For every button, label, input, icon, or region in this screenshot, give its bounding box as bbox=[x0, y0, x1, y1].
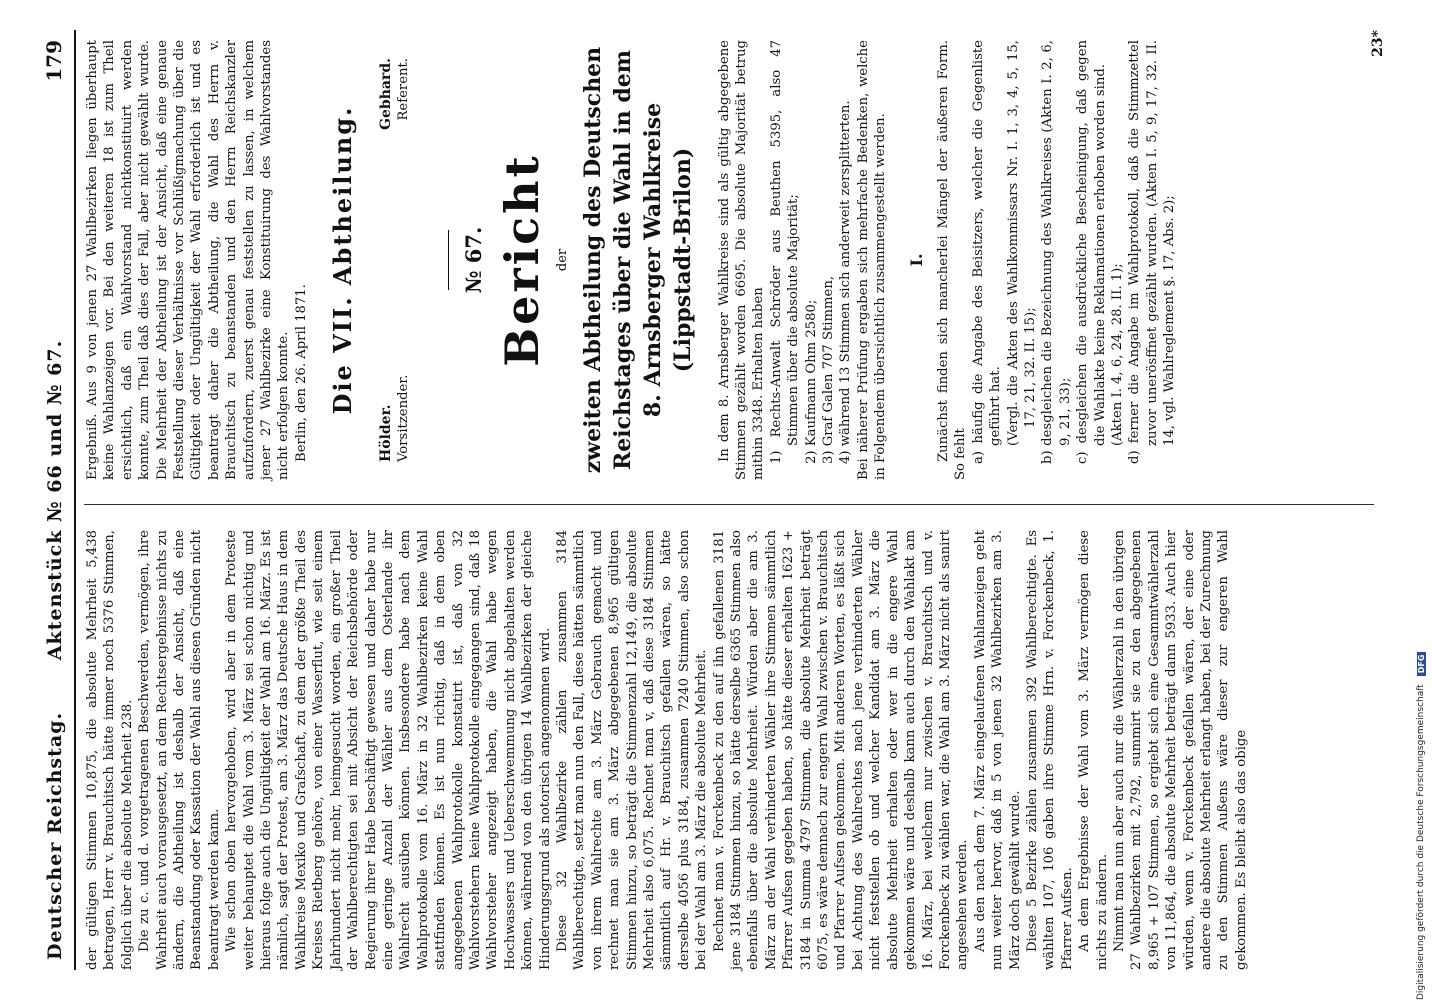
digitization-note: Digitalisierung gefördert durch die Deutsche Forschungsgemeinschaft bbox=[1416, 684, 1426, 1000]
defect-reference: (Akten I. 4, 6, 24, 28. II. 1); bbox=[1110, 263, 1126, 446]
paragraph: Diese 5 Bezirke zählen zusammen 392 Wahlberechtigte. Es wählten 107, 106 gaben ihre Stimme Hrn. v. Forckenbeck, 1. Pfarrer Aufsen. bbox=[1024, 530, 1075, 970]
title-connector: der bbox=[555, 248, 571, 272]
defect-item: a) häufig die Angabe des Beisitzers, welcher die Gegenliste geführt hat. bbox=[970, 40, 1004, 464]
signature-mark: 23* bbox=[1370, 30, 1386, 57]
paragraph: Rechnet man v. Forckenbeck zu den auf ihn gefallenen 3181 jene 3184 Stimmen hinzu, so hätte derselbe 6365 Stimmen also ebenfalls über die absolute Mehrheit. Würden aber die am 3. März an der Wahl verhinderten Wähler ihre Stimmen sämmtlich Pfarrer Aufsen gegeben haben, so hätte dieser erhalten 1623 + 3184 in Summa 4797 Stimmen, die absolute Mehrheit beträgt 6075, es wäre demnach zur engern Wahl zwischen v. Brauchitsch und Pfarrer Aufsen gekommen. Mit anderen Worten, es läßt sich bei Achtung des Wahlrechtes nach jene verhinderten Wähler nicht feststellen ob und welcher Kandidat am 3. März die absolute Mehrheit erhalten oder wer in die engere Wahl gekommen wäre und deshalb kann auch durch den Wahlakt am 16. März, bei welchem nur zwischen v. Brauchitsch und v. Forckenbeck zu wählen war, die Wahl am 3. März nicht als sanirt angesehen werden. bbox=[711, 530, 971, 970]
paragraph: Zunächst finden sich mancherlei Mängel der äußeren Form. So fehlt bbox=[935, 40, 969, 480]
paragraph: Aus den nach dem 7. März eingelaufenen Wahlanzeigen geht nun weiter hervor, daß in 5 von jenen 32 Wahlbezirken am 3. März doch gewählt wurde. bbox=[972, 530, 1023, 970]
dfg-logo: DFG bbox=[1417, 652, 1426, 677]
referent-role: Referent. bbox=[396, 58, 412, 121]
defect-item: c) desgleichen die ausdrückliche Bescheinigung, daß gegen die Wahlakte keine Reklamationen erhoben worden sind. bbox=[1075, 40, 1108, 464]
roman-heading: I. bbox=[906, 253, 926, 267]
left-column bbox=[84, 530, 1250, 970]
paragraph: Bei näherer Prüfung ergaben sich mehrfache Bedenken, welche in Folgendem übersichtlich zusammengestellt werden. bbox=[855, 40, 889, 480]
report-title: Bericht bbox=[495, 153, 550, 367]
defect-item: b) desgleichen die Bezeichnung des Wahlkreises (Akten I. 2, 6, 9, 21, 33); bbox=[1040, 40, 1073, 464]
result-item: 2) Kaufmann Ohm 2580; bbox=[803, 299, 819, 464]
paragraph: An dem Ergebnisse der Wahl vom 3. März vermögen diese nichts zu ändern. bbox=[1077, 530, 1110, 970]
section-title: Die VII. Abtheilung. bbox=[328, 105, 358, 415]
column-divider bbox=[84, 504, 1374, 505]
right-column bbox=[84, 40, 1179, 480]
signature-right bbox=[378, 58, 413, 130]
paragraph: Die zu c. und d. vorgetragenen Beschwerden, vermögen, ihre Wahrheit auch vorausgesetzt, an dem Rechtsergebnisse nichts zu ändern, die Abtheilung ist deshalb der Ansicht, daß eine Beanstandung oder Kassation der Wahl aus diesen Gründen nicht beantragt werden kann. bbox=[137, 530, 222, 970]
signature-left bbox=[378, 375, 413, 462]
result-item: 1) Rechts-Anwalt Schröder aus Beuthen 5395, also 47 Stimmen über die absolute Majorität; bbox=[768, 40, 802, 464]
paragraph: der gültigen Stimmen 10,875, die absolute Mehrheit 5,438 betragen, Herr v. Brauchitsch hätte immer noch 5376 Stimmen, folglich über die absolute Mehrheit 238. bbox=[85, 530, 135, 970]
digitization-credit bbox=[1412, 0, 1430, 1000]
paragraph: Diese 32 Wahlbezirke zählen zusammen 3184 Wahlberechtigte, setzt man nun den Fall, diese hätten sämmtlich von ihrem Wahlrechte am 3. März Gebrauch gemacht und rechnet man sie am 3. März abgegebenen 8,965 gültigen Stimmen hinzu, so beträgt die Stimmenzahl 12,149, die absolute Mehrheit also 6,075. Rechnet man v, daß diese 3184 Stimmen sämmtlich auf Hr. v. Brauchitsch gefallen wären, so hätte derselbe 4056 plus 3184, zusammen 7240 Stimmen, also schon bei der Wahl am 3. März die absolute Mehrheit. bbox=[554, 530, 710, 970]
header-center: Aktenstück № 66 und № 67. bbox=[44, 339, 66, 661]
paragraph: Ergebniß. Aus 9 von jenen 27 Wahlbezirken liegen überhaupt keine Wahlanzeigen vor. Bei den weiteren 18 ist zum Theil ersichtlich, daß ein Wahlvorstand nichtkonstituirt werden konnte, zum Theil daß dies der Fall, aber nicht gewählt wurde. Die Mehrheit der Abtheilung ist der Ansicht, daß eine genaue Feststellung dieser Verhältnisse vor Schlüßigmachung über die Gültigkeit oder Ungültigkeit der Wahl erforderlich ist und es beantragt daher die Abtheilung, die Wahl des Herrn v. Brauchitsch zu beanstanden und den Herrn Reichskanzler aufzufordern, zuerst genau feststellen zu lassen, in welchem jener 27 Wahlbezirke eine Konstituirung des Wahlvorstandes nicht erfolgen konnte. bbox=[85, 40, 292, 480]
paragraph: In dem 8. Arnsberger Wahlkreise sind als gültig abgegebene Stimmen gezählt worden 6695. Die absolute Majorität betrug mithin 3348. Erhalten haben bbox=[716, 40, 767, 480]
chair-role: Vorsitzender. bbox=[396, 374, 412, 462]
result-item: 3) Graf Galen 707 Stimmen, bbox=[820, 275, 836, 464]
chair-name: Hölder. bbox=[377, 404, 394, 462]
report-subtitle: zweiten Abtheilung des Deutschen Reichstages über die Wahl in dem 8. Arnsberger Wahlkreise (Lippstadt-Brilon) bbox=[579, 46, 696, 474]
page-header bbox=[40, 30, 76, 970]
date-line: Berlin, den 26. April 1871. bbox=[293, 284, 309, 462]
signature-block bbox=[378, 40, 424, 480]
page-number: 179 bbox=[42, 40, 66, 82]
paragraph: Wie schon oben hervorgehoben, wird aber in dem Proteste weiter behauptet die Wahl vom 3. März sei schon nichtig und hieraus folge auch die Ungültigkeit der Wahl am 16. März. Es ist nämlich, sagt der Protest, am 3. März das Deutsche Haus in dem Wahlkreise Mexiko und Grafschaft, zu dem der größte Theil des Kreises Rietberg gehöre, von einer Wasserflut, wie seit einem Jahrhundert nicht mehr, heimgesucht worden, ein großer Theil der Wahlberechtigten sei mit Absicht der Reichsbehörde oder Regierung ihrer Habe beschäftigt gewesen und daher habe nur eine geringe Anzahl der Wähler aus dem Osterlande ihr Wahlrecht ausüben können. Insbesondere habe nach dem Wahlprotokolle vom 16. März in 32 Wahlbezirken keine Wahl stattfinden können. Es ist nun richtig, daß in dem oben angegebenen Wahlprotokolle konstatirt ist, daß von 32 Wahlvorstehern keine Wahlprotokolle eingegangen sind, daß 18 Wahlvorsteher angezeigt haben, die Wahl habe wegen Hochwassers und Ueberschwemmung nicht abgehalten werden können, während von den übrigen 14 Wahlbezirken der gleiche Hinderungsgrund als notorisch angenommen wird. bbox=[224, 530, 553, 970]
paragraph: Nimmt man nun aber auch nur die Wählerzahl in den übrigen 27 Wahlbezirken mit 2,792, summirt sie zu den abgegebenen 8,965 + 107 Stimmen, so ergiebt sich eine Gesammtwählerzahl von 11,864, die absolute Mehrheit beträgt dann 5933. Auch hier würden, wenn v. Forckenbeck gefallen wären, der eine oder andere die absolute Mehrheit erlangt haben, bei der Zurechnung zu den Stimmen Außens wäre dieser zur engeren Wahl gekommen. Es bleibt also das obige bbox=[1111, 530, 1249, 970]
defect-reference: (Vergl. die Akten des Wahlkommissars Nr. I. 1, 3, 4, 5, 15, 17, 21, 32. II. 15); bbox=[1005, 40, 1038, 446]
defect-item: d) ferner die Angabe im Wahlprotokoll, daß die Stimmzettel zuvor unerösffnet gezählt wurden. (Akten I. 5, 9, 17, 32. II. 14, vgl. Wahlreglement §. 17, Abs. 2); bbox=[1127, 40, 1178, 464]
referent-name: Gebhard. bbox=[377, 58, 394, 130]
result-item: 4) während 13 Stimmen sich anderweit zersplitterten. bbox=[838, 100, 854, 464]
document-number: № 67. bbox=[460, 226, 486, 294]
separator-rule bbox=[448, 230, 449, 290]
header-left: Deutscher Reichstag. bbox=[44, 711, 66, 960]
